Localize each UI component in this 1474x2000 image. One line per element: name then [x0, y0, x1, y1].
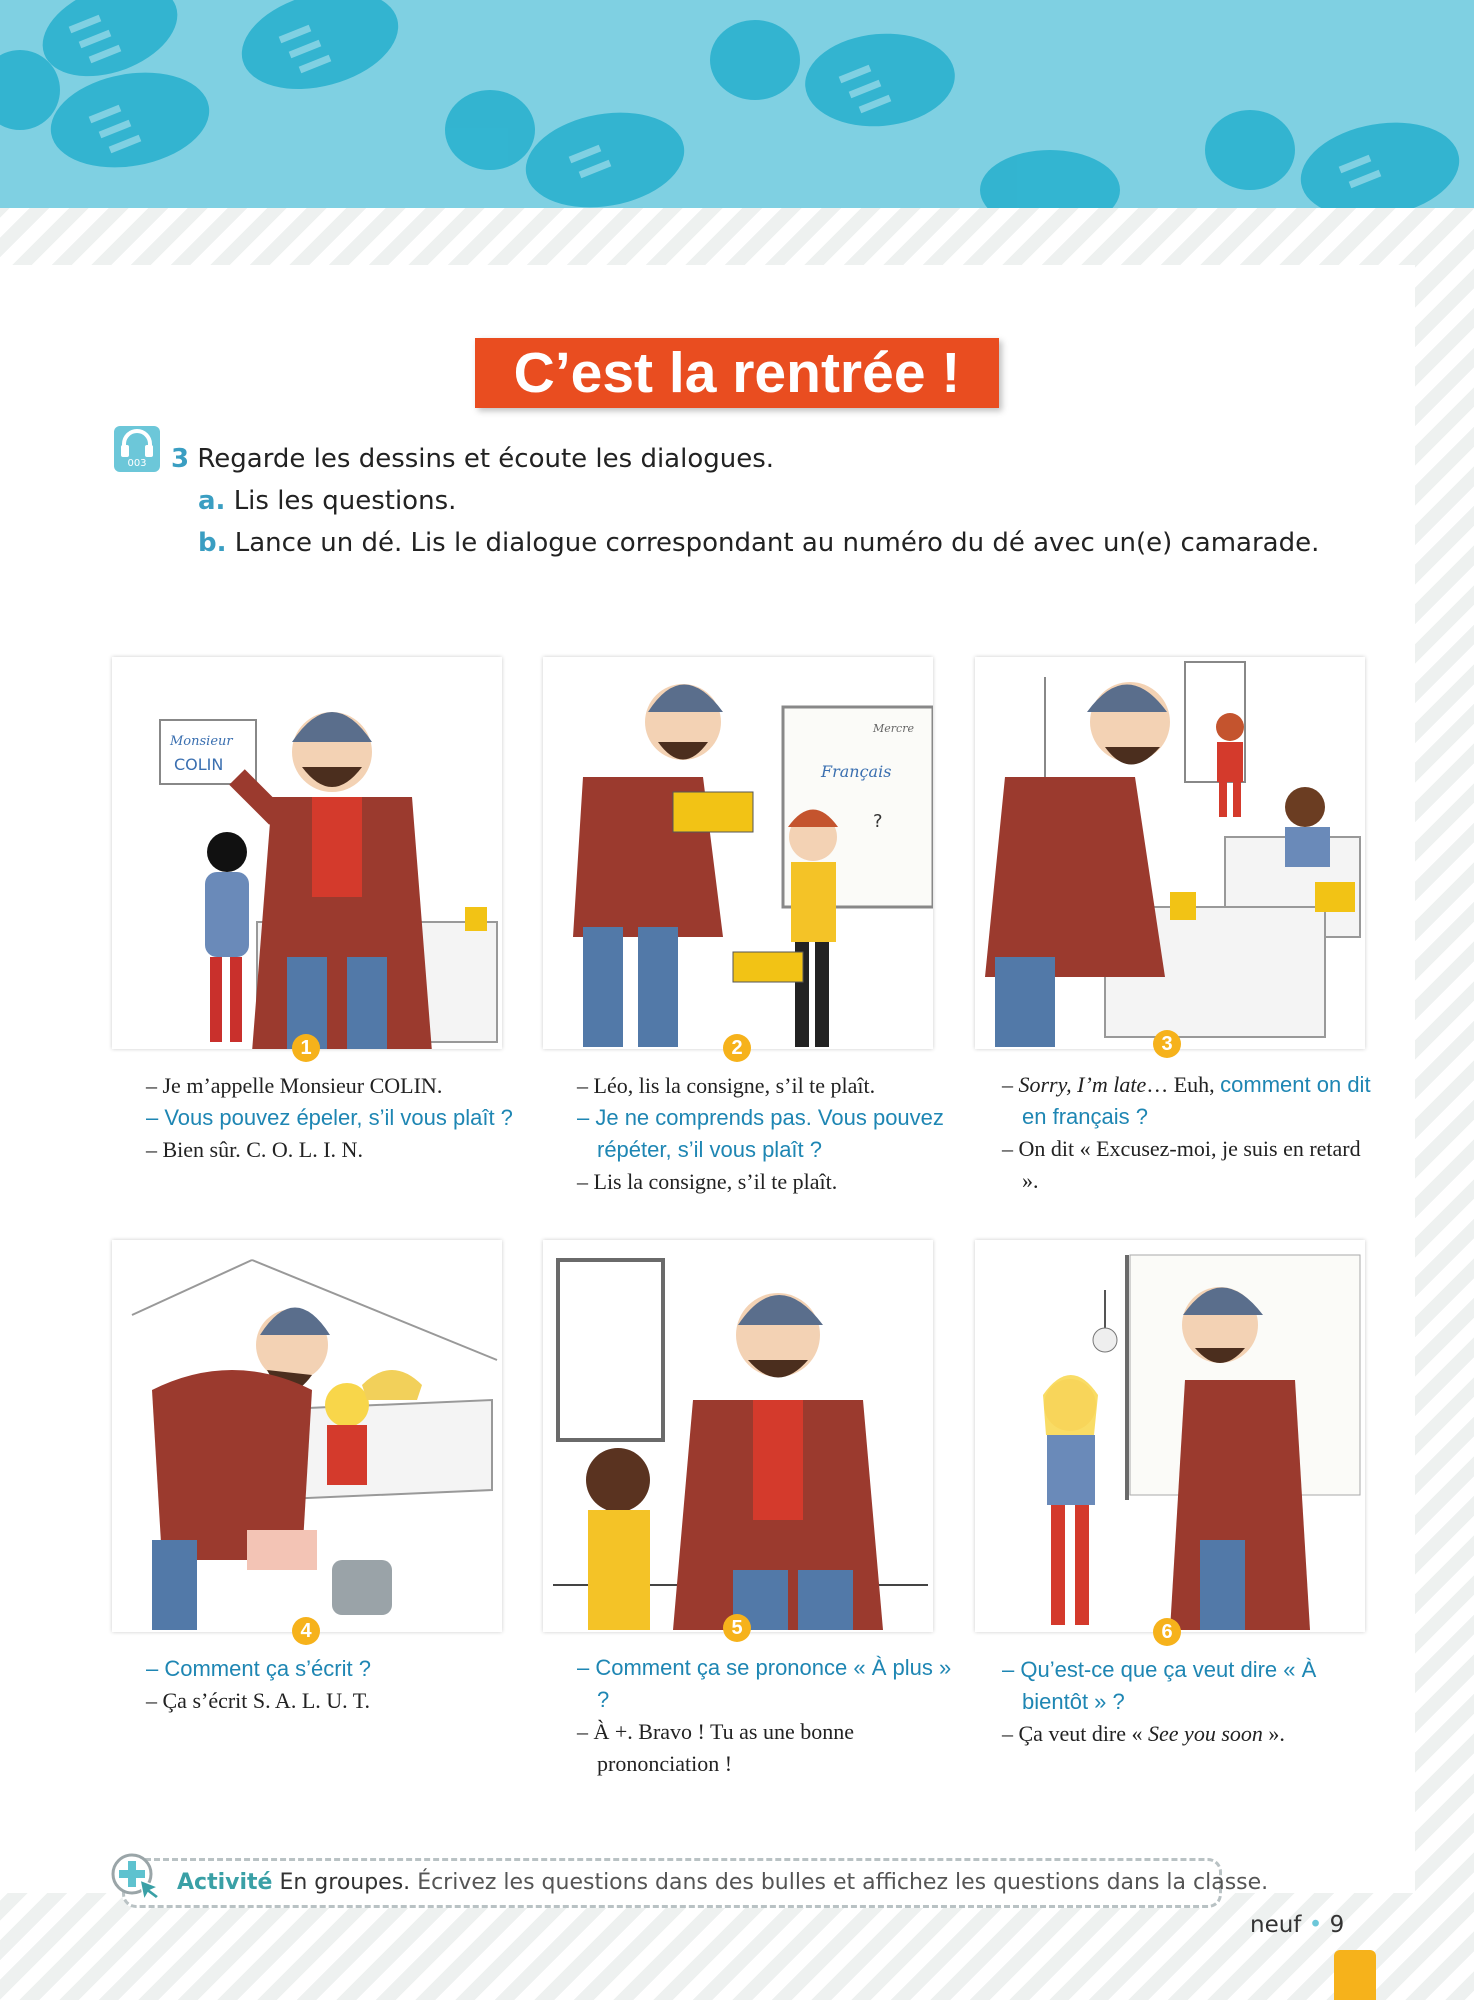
exercise-item-letter: a.: [198, 486, 226, 516]
dialogue-question: – Comment ça s’écrit ?: [146, 1656, 371, 1681]
exercise-item-b: [198, 528, 1319, 558]
dialogue-line: – Lis la consigne, s’il te plaît.: [577, 1169, 838, 1194]
panel-number-badge: 4: [292, 1617, 320, 1645]
exercise-instruction: [171, 444, 774, 474]
page-number-label: [1250, 1912, 1344, 1938]
page-number: 9: [1329, 1912, 1345, 1938]
exercise-item-a: [198, 486, 456, 516]
panel-number-badge: 2: [723, 1034, 751, 1062]
board-text-subject: Français: [821, 762, 892, 781]
comic-panel-5: [543, 1240, 933, 1632]
activity-box: [122, 1858, 1269, 1908]
dialogue-question: – Je ne comprends pas. Vous pouvez répéter, s’il vous plaît ?: [577, 1105, 944, 1162]
dialogue-line-mixed: [1002, 1718, 1382, 1750]
footprint-pattern: [0, 0, 1474, 208]
teacher-helping-student-illustration: [112, 1240, 502, 1632]
panel-number-badge: 5: [723, 1614, 751, 1642]
dialogue-5: [577, 1652, 967, 1780]
board-text-date: Mercre: [873, 722, 914, 735]
dialogue-line: – À +. Bravo ! Tu as une bonne prononciation !: [577, 1719, 855, 1776]
comic-panel-3: [975, 657, 1365, 1049]
header-band: [0, 0, 1474, 208]
dialogue-text-post: ».: [1262, 1721, 1285, 1746]
headphones-icon[interactable]: [114, 426, 160, 472]
activity-text: Écrivez les questions dans des bulles et affichez les questions dans la classe.: [417, 1870, 1269, 1895]
board-text-question-mark: ?: [873, 811, 883, 832]
activity-group: En groupes.: [279, 1870, 411, 1895]
audio-track-number: 003: [127, 458, 147, 469]
exercise-instruction-text: Regarde les dessins et écoute les dialogues.: [197, 444, 775, 474]
dialogue-line: – Bien sûr. C. O. L. I. N.: [146, 1137, 363, 1162]
page-separator: •: [1308, 1912, 1323, 1938]
late-student-illustration: [975, 657, 1365, 1049]
activity-label: Activité: [177, 1870, 273, 1895]
comic-panel-6: [975, 1240, 1365, 1632]
exercise-item-text: Lis les questions.: [233, 486, 457, 516]
board-text-colin: COLIN: [174, 755, 224, 774]
plus-cursor-icon: [110, 1852, 162, 1904]
dialogue-1: [146, 1070, 526, 1166]
page-word: neuf: [1250, 1912, 1302, 1938]
dialogue-text-pre: – Ça veut dire «: [1002, 1721, 1149, 1746]
dialogue-question: – Comment ça se prononce « À plus » ?: [577, 1655, 952, 1712]
dialogue-2: [577, 1070, 967, 1198]
goodbye-illustration: [975, 1240, 1365, 1632]
teacher-showing-book-illustration: [543, 657, 933, 1049]
dialogue-english-phrase: See you soon: [1148, 1721, 1263, 1746]
exercise-number: 3: [171, 444, 190, 474]
dialogue-question: – Qu’est-ce que ça veut dire « À bientôt » ?: [1002, 1657, 1317, 1714]
comic-panel-4: [112, 1240, 502, 1632]
comic-panel-2: [543, 657, 933, 1049]
comic-panel-1: [112, 657, 502, 1049]
exercise-item-text: Lance un dé. Lis le dialogue correspondant au numéro du dé avec un(e) camarade.: [234, 528, 1320, 558]
exercise-item-letter: b.: [198, 528, 227, 558]
panel-number-badge: 6: [1153, 1618, 1181, 1646]
board-text-monsieur: Monsieur: [170, 734, 233, 749]
dialogue-question: – Vous pouvez épeler, s’il vous plaît ?: [146, 1105, 513, 1130]
dialogue-line: – Ça s’écrit S. A. L. U. T.: [146, 1688, 371, 1713]
dialogue-english-phrase: Sorry, I’m late: [1018, 1072, 1147, 1097]
dialogue-3: [1002, 1069, 1382, 1197]
teacher-writing-name-illustration: [112, 657, 502, 1049]
dialogue-4: [146, 1653, 526, 1717]
dialogue-line: – Je m’appelle Monsieur COLIN.: [146, 1073, 443, 1098]
dialogue-question: comment on dit en français ?: [1022, 1072, 1371, 1129]
dialogue-hesitation: … Euh,: [1146, 1072, 1215, 1097]
dialogue-line: – On dit « Excusez-moi, je suis en retard ».: [1002, 1136, 1361, 1193]
panel-number-badge: 3: [1153, 1030, 1181, 1058]
page-title: C’est la rentrée !: [475, 338, 999, 408]
dialogue-line-mixed: – Sorry, I’m late… Euh, comment on dit en français ?: [1002, 1072, 1371, 1129]
page-tab: [1334, 1950, 1376, 2000]
dialogue-line: – Léo, lis la consigne, s’il te plaît.: [577, 1073, 876, 1098]
pronunciation-illustration: [543, 1240, 933, 1632]
panel-number-badge: 1: [292, 1034, 320, 1062]
dialogue-6: [1002, 1654, 1382, 1750]
